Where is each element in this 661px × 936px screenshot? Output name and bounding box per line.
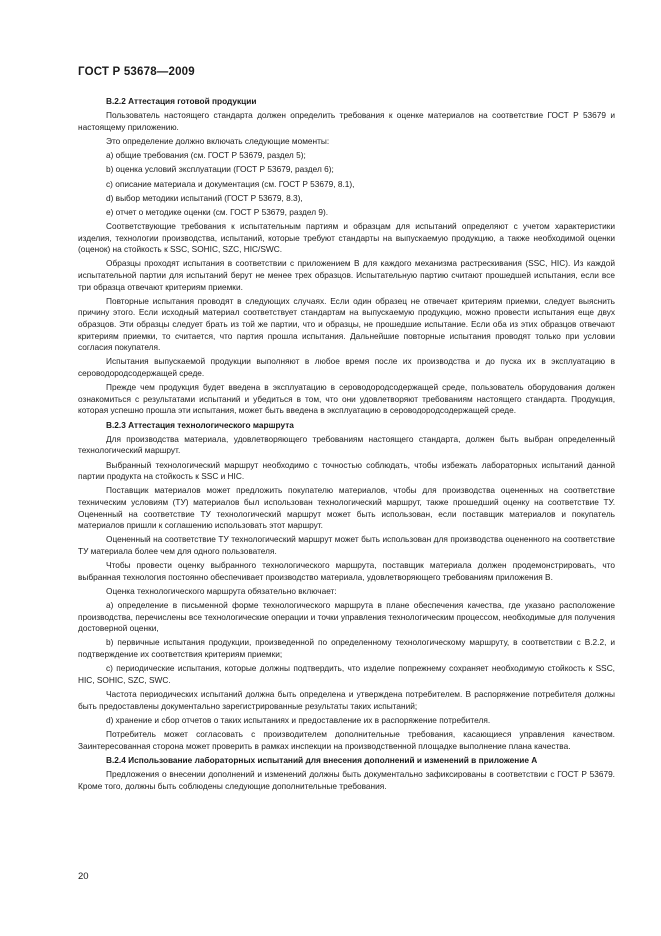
document-header: ГОСТ Р 53678—2009 [78, 66, 195, 78]
paragraph: Пользователь настоящего стандарта должен определить требования к оценке материалов на соответствие ГОСТ Р 53679 и настоящему приложению. [78, 110, 615, 132]
list-item: b) оценка условий эксплуатации (ГОСТ Р 53679, раздел 6); [106, 164, 334, 175]
paragraph: Соответствующие требования к испытательным партиям и образцам для испытаний определяют с учетом характеристики изделия, технологии производства, испытаний, которые требуют стандарты на выпускаемую продукцию, а также необходимой оценки (оценок) на стойкость к SSC, SOHIC, SZC, HIC/SWC. [78, 221, 615, 255]
paragraph: Потребитель может согласовать с производителем дополнительные требования, касающиеся управления качеством. Заинтересованная сторона может проверить в рамках инспекции на производственной площадке выполнение плана качества. [78, 728, 615, 751]
paragraph: Оценка технологического маршрута обязательно включает: [106, 585, 337, 596]
paragraph: Прежде чем продукция будет введена в эксплуатацию в сероводородсодержащей среде, пользователь оборудования должен ознакомиться с результатами испытаний и убедиться в том, что они удовлетворяют требованиям настоящего стандарта. Продукция, которая успешно прошла эти испытания, может быть введена в эксплуатацию в сероводородсодержащей среде. [78, 382, 615, 416]
paragraph: Выбранный технологический маршрут необходимо с точностью соблюдать, чтобы избежать лабораторных испытаний данной партии продукта на стойкость к SSC и HIC. [78, 459, 615, 482]
section-heading-b24: В.2.4 Использование лабораторных испытаний для внесения дополнений и изменений в приложение А [106, 754, 538, 765]
document-body [78, 96, 615, 795]
list-item: е) отчет о методике оценки (см. ГОСТ Р 53679, раздел 9). [106, 206, 329, 217]
paragraph: Повторные испытания проводят в следующих случаях. Если один образец не отвечает критериям приемки, следует выяснить причину этого. Если исходный материал соответствует стандартам на выпускаемую продукцию, можно провести испытания еще двух образцов. Эти образцы следует брать из той же партии, что и образцы, не прошедшие испытание. Если оба из этих образцов отвечают критериям приемки, то считается, что партия прошла испытания. Дальнейшие повторные испытания проводят только при условии согласия покупателя. [78, 295, 615, 353]
paragraph: Для производства материала, удовлетворяющего требованиям настоящего стандарта, должен быть выбран определенный технологический маршрут. [78, 433, 615, 456]
paragraph: Это определение должно включать следующие моменты: [106, 135, 330, 146]
paragraph: Чтобы провести оценку выбранного технологического маршрута, поставщик материала должен продемонстрировать, что выбранная технология постоянно обеспечивает производство материала, удовлетворяющего требованиям приложения В. [78, 560, 615, 582]
paragraph: Предложения о внесении дополнений и изменений должны быть документально зафиксированы в соответствии с ГОСТ Р 53679. Кроме того, должны быть соблюдены следующие дополнительные требования. [78, 768, 615, 791]
list-item: d) выбор методики испытаний (ГОСТ Р 53679, 8.3), [106, 192, 303, 203]
paragraph: Образцы проходят испытания в соответствии с приложением В для каждого механизма растрескивания (SSC, HIC). Из каждой испытательной партии для испытаний берут не менее трех образцов. Испытательную партию считают прошедшей испытания, если все три образца отвечают критериям приемки. [78, 258, 615, 292]
list-item: с) периодические испытания, которые должны подтвердить, что изделие попрежнему сохраняет необходимую стойкость к SSC, HIC, SOHIC, SZC, SWC. [78, 663, 615, 685]
paragraph: Поставщик материалов может предложить покупателю материалов, чтобы для производства оцененных на соответствие техническим условиям (ТУ) материалов был использован технологический маршрут, также прошедший оценку на соответствие ТУ. Оцененный на соответствие ТУ технологический маршрут может быть использован, если поставщик материалов и покупатель материалов пришли к соглашению использовать этот маршрут. [78, 485, 615, 531]
paragraph: Частота периодических испытаний должна быть определена и утверждена потребителем. В распоряжение потребителя должны быть предоставлены документально зарегистрированные результаты таких испытаний; [78, 688, 615, 711]
list-item: d) хранение и сбор отчетов о таких испытаниях и предоставление их в распоряжение потребителя. [106, 714, 491, 725]
page-number: 20 [78, 871, 89, 882]
list-item: с) описание материала и документация (см. ГОСТ Р 53679, 8.1), [106, 178, 355, 189]
section-heading-b23: В.2.3 Аттестация технологического маршрута [106, 419, 294, 430]
paragraph: Испытания выпускаемой продукции выполняют в любое время после их производства и до пуска их в эксплуатацию в сероводородсодержащей среде. [78, 356, 615, 378]
list-item: а) определение в письменной форме технологического маршрута в плане обеспечения качества, где указано расположение производства, перечислены все технологические операции и точки управления технологическим процессом, необходимые для получения достоверной оценки, [78, 600, 615, 634]
list-item: а) общие требования (см. ГОСТ Р 53679, раздел 5); [106, 150, 306, 161]
list-item: b) первичные испытания продукции, произведенной по определенному технологическому маршруту, в соответствии с В.2.2, и подтверждение их соответствия критериям приемки; [78, 637, 615, 659]
paragraph: Оцененный на соответствие ТУ технологический маршрут может быть использован для производства оцененного на соответствие ТУ материала более чем для одного пользователя. [78, 534, 615, 556]
section-heading-b22: В.2.2 Аттестация готовой продукции [106, 96, 257, 106]
